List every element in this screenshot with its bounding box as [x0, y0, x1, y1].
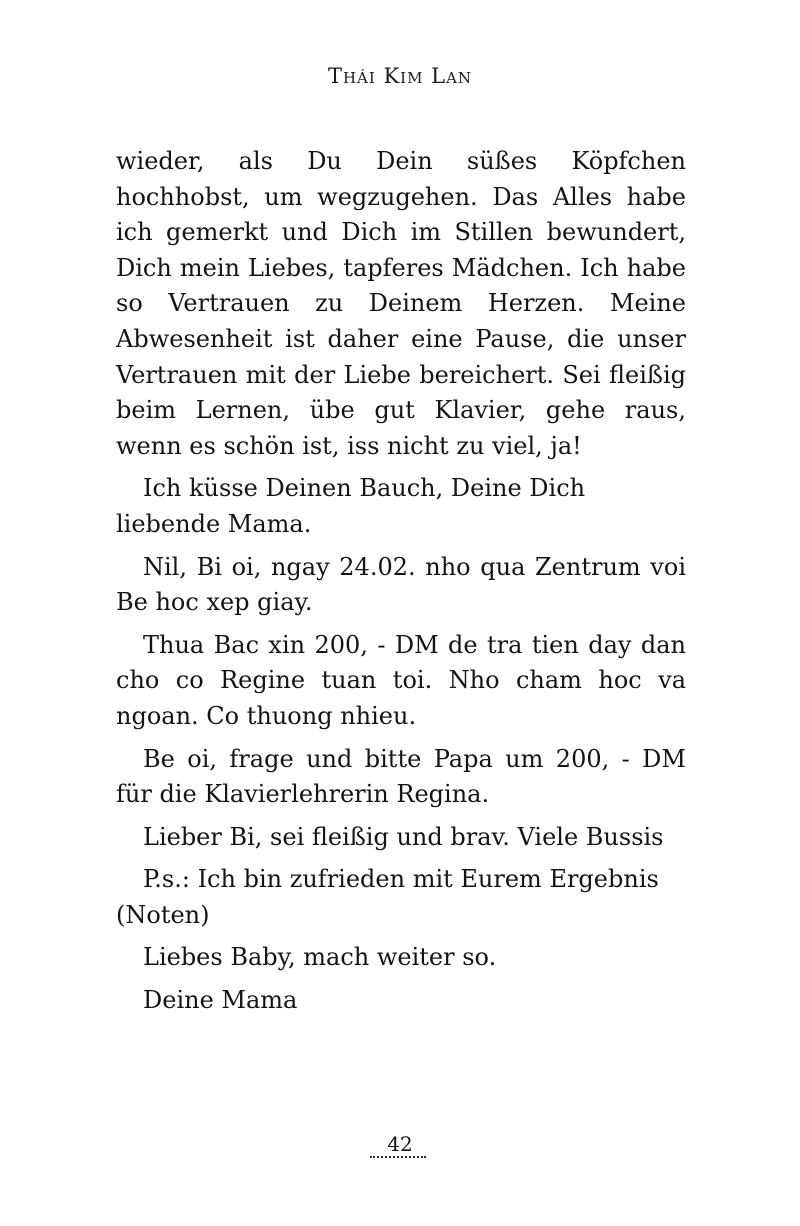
running-header: Thái Kim Lan [327, 64, 473, 88]
paragraph: P.s.: Ich bin zufrieden mit Eurem Ergebnis (Noten) [116, 865, 659, 929]
page-number-dots [370, 1156, 426, 1158]
paragraph: Ich küsse Deinen Bauch, Deine Dich liebende Mama. [116, 474, 586, 538]
paragraph: Liebes Baby, mach weiter so. [143, 943, 497, 972]
paragraph: Deine Mama [143, 986, 298, 1015]
paragraph: wieder, als Du Dein süßes Köpfchen hochhobst, um wegzugehen. Das Alles habe ich gemerkt und Dich im Stillen bewundert, Dich mein Liebes, tapferes Mädchen. Ich habe so Vertrauen zu Deinem Herzen. Meine Abwesenheit ist daher eine Pause, die unser Vertrauen mit der Liebe bereichert. Sei fleißig beim Lernen, übe gut Klavier, gehe raus, wenn es schön ist, iss nicht zu viel, ja! [116, 147, 686, 460]
body-text [116, 144, 686, 1026]
paragraph: Lieber Bi, sei fleißig und brav. Viele Bussis [143, 822, 664, 851]
paragraph: Be oi, frage und bitte Papa um 200, - DM für die Klavierlehrerin Regina. [116, 744, 686, 809]
page-number: 42 [387, 1132, 413, 1156]
paragraph: Nil, Bi oi, ngay 24.02. nho qua Zentrum voi Be hoc xep giay. [116, 552, 686, 617]
paragraph: Thua Bac xin 200, - DM de tra tien day dan cho co Regine tuan toi. Nho cham hoc va ngoan. Co thuong nhieu. [116, 630, 686, 730]
